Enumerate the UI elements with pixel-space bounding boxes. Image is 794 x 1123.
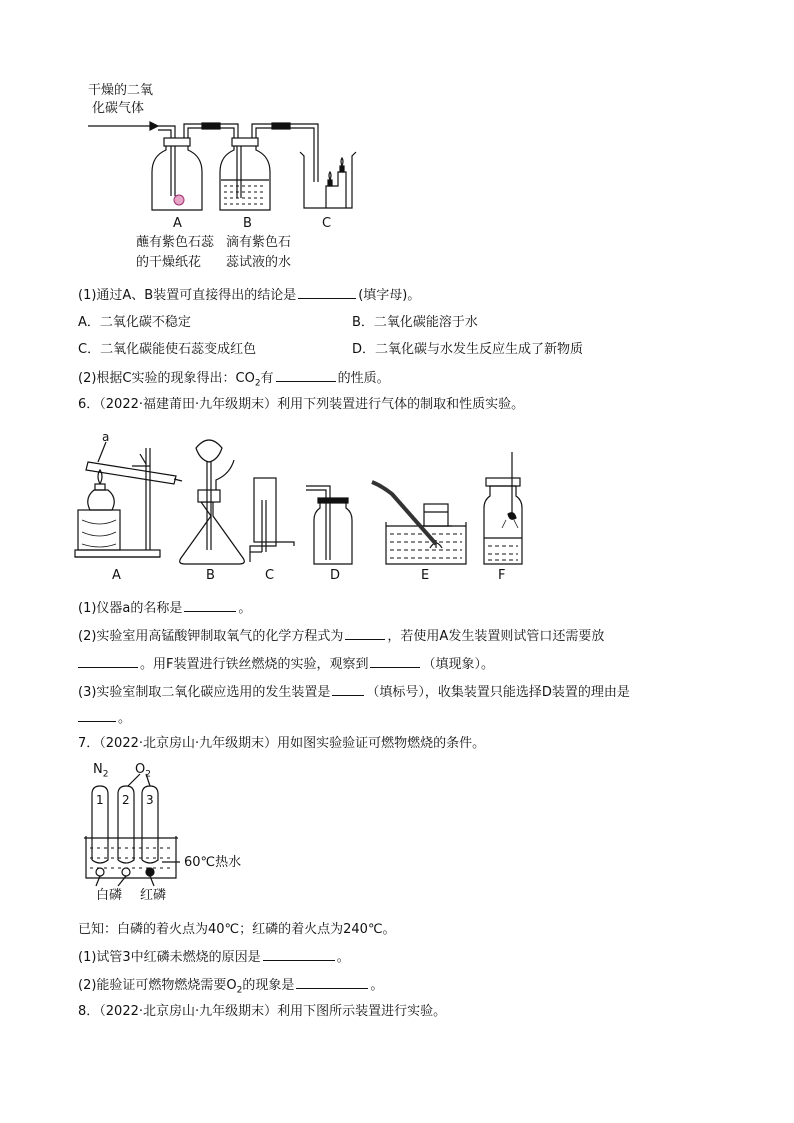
bottle-b-label: B: [243, 216, 252, 231]
q5-option-a: A．二氧化碳不稳定: [78, 315, 191, 330]
apparatus-label-d: D: [330, 568, 341, 583]
apparatus-label-e: E: [421, 568, 430, 583]
red-phosphorus-label: 红磷: [140, 888, 167, 903]
tube-1-number: 1: [96, 793, 104, 807]
q5-part2: (2)根据C实验的现象得出：$CO_2$有 的性质。: [78, 371, 390, 389]
tube-3-number: 3: [146, 793, 154, 807]
apparatus-label-c: C: [265, 568, 275, 583]
q5-option-d: D．二氧化碳与水发生反应生成了新物质: [352, 342, 584, 357]
q5-part1: (1)通过A、B装置可直接得出的结论是 (填字母)。: [78, 288, 421, 303]
q6-part2: (2)实验室用高锰酸钾制取氧气的化学方程式为 ，若使用A发生装置则试管口还需要放: [78, 629, 605, 644]
q7-part1: (1)试管3中红磷未燃烧的原因是 。: [78, 950, 350, 965]
instrument-a-pointer-label: a: [102, 430, 110, 444]
apparatus-label-f: F: [498, 568, 506, 583]
apparatus-label-a: A: [112, 568, 121, 583]
o2-label: $O_2$: [135, 762, 151, 780]
tube-2-number: 2: [122, 793, 130, 807]
bottle-b-desc-2: 蕊试液的水: [226, 255, 292, 270]
gas-label-line2: 化碳气体: [92, 101, 145, 116]
q6-part2-cont: 。用F装置进行铁丝燃烧的实验，观察到 （填现象）。: [78, 655, 494, 674]
q7-known: 已知：白磷的着火点为40℃；红磷的着火点为240℃。: [78, 922, 396, 937]
q6-part1: (1)仪器a的名称是 。: [78, 601, 252, 616]
q6-title: 6．（2022·福建莆田·九年级期末）利用下列装置进行气体的制取和性质实验。: [78, 397, 525, 412]
hot-water-label: 60℃热水: [184, 855, 242, 870]
beaker-c-label: C: [322, 216, 332, 231]
q5-option-b: B．二氧化碳能溶于水: [352, 315, 478, 330]
q6-part3-cont: 。: [78, 709, 131, 728]
q8-title: 8．（2022·北京房山·九年级期末）利用下图所示装置进行实验。: [78, 1004, 447, 1019]
q7-title: 7．（2022·北京房山·九年级期末）用如图实验验证可燃物燃烧的条件。: [78, 736, 486, 751]
white-phosphorus-label: 白磷: [96, 888, 123, 903]
q7-part2: (2)能验证可燃物燃烧需要$O_2$的现象是 。: [78, 978, 384, 996]
bottle-a-desc-1: 蘸有紫色石蕊: [136, 235, 215, 250]
n2-label: $N_2$: [93, 762, 109, 780]
bottle-b-desc-1: 滴有紫色石: [226, 235, 292, 250]
gas-label-line1: 干燥的二氧: [88, 83, 154, 98]
q7-blank-2: [296, 976, 368, 989]
bottle-a-label: A: [173, 216, 182, 231]
q7-blank-1: [263, 948, 335, 961]
q5-option-c: C．二氧化碳能使石蕊变成红色: [78, 342, 257, 357]
apparatus-label-b: B: [206, 568, 215, 583]
bottle-a-desc-2: 的干燥纸花: [136, 255, 202, 270]
q6-part3: (3)实验室制取二氧化碳应选用的发生装置是 （填标号），收集装置只能选择D装置的理由是: [78, 685, 630, 700]
